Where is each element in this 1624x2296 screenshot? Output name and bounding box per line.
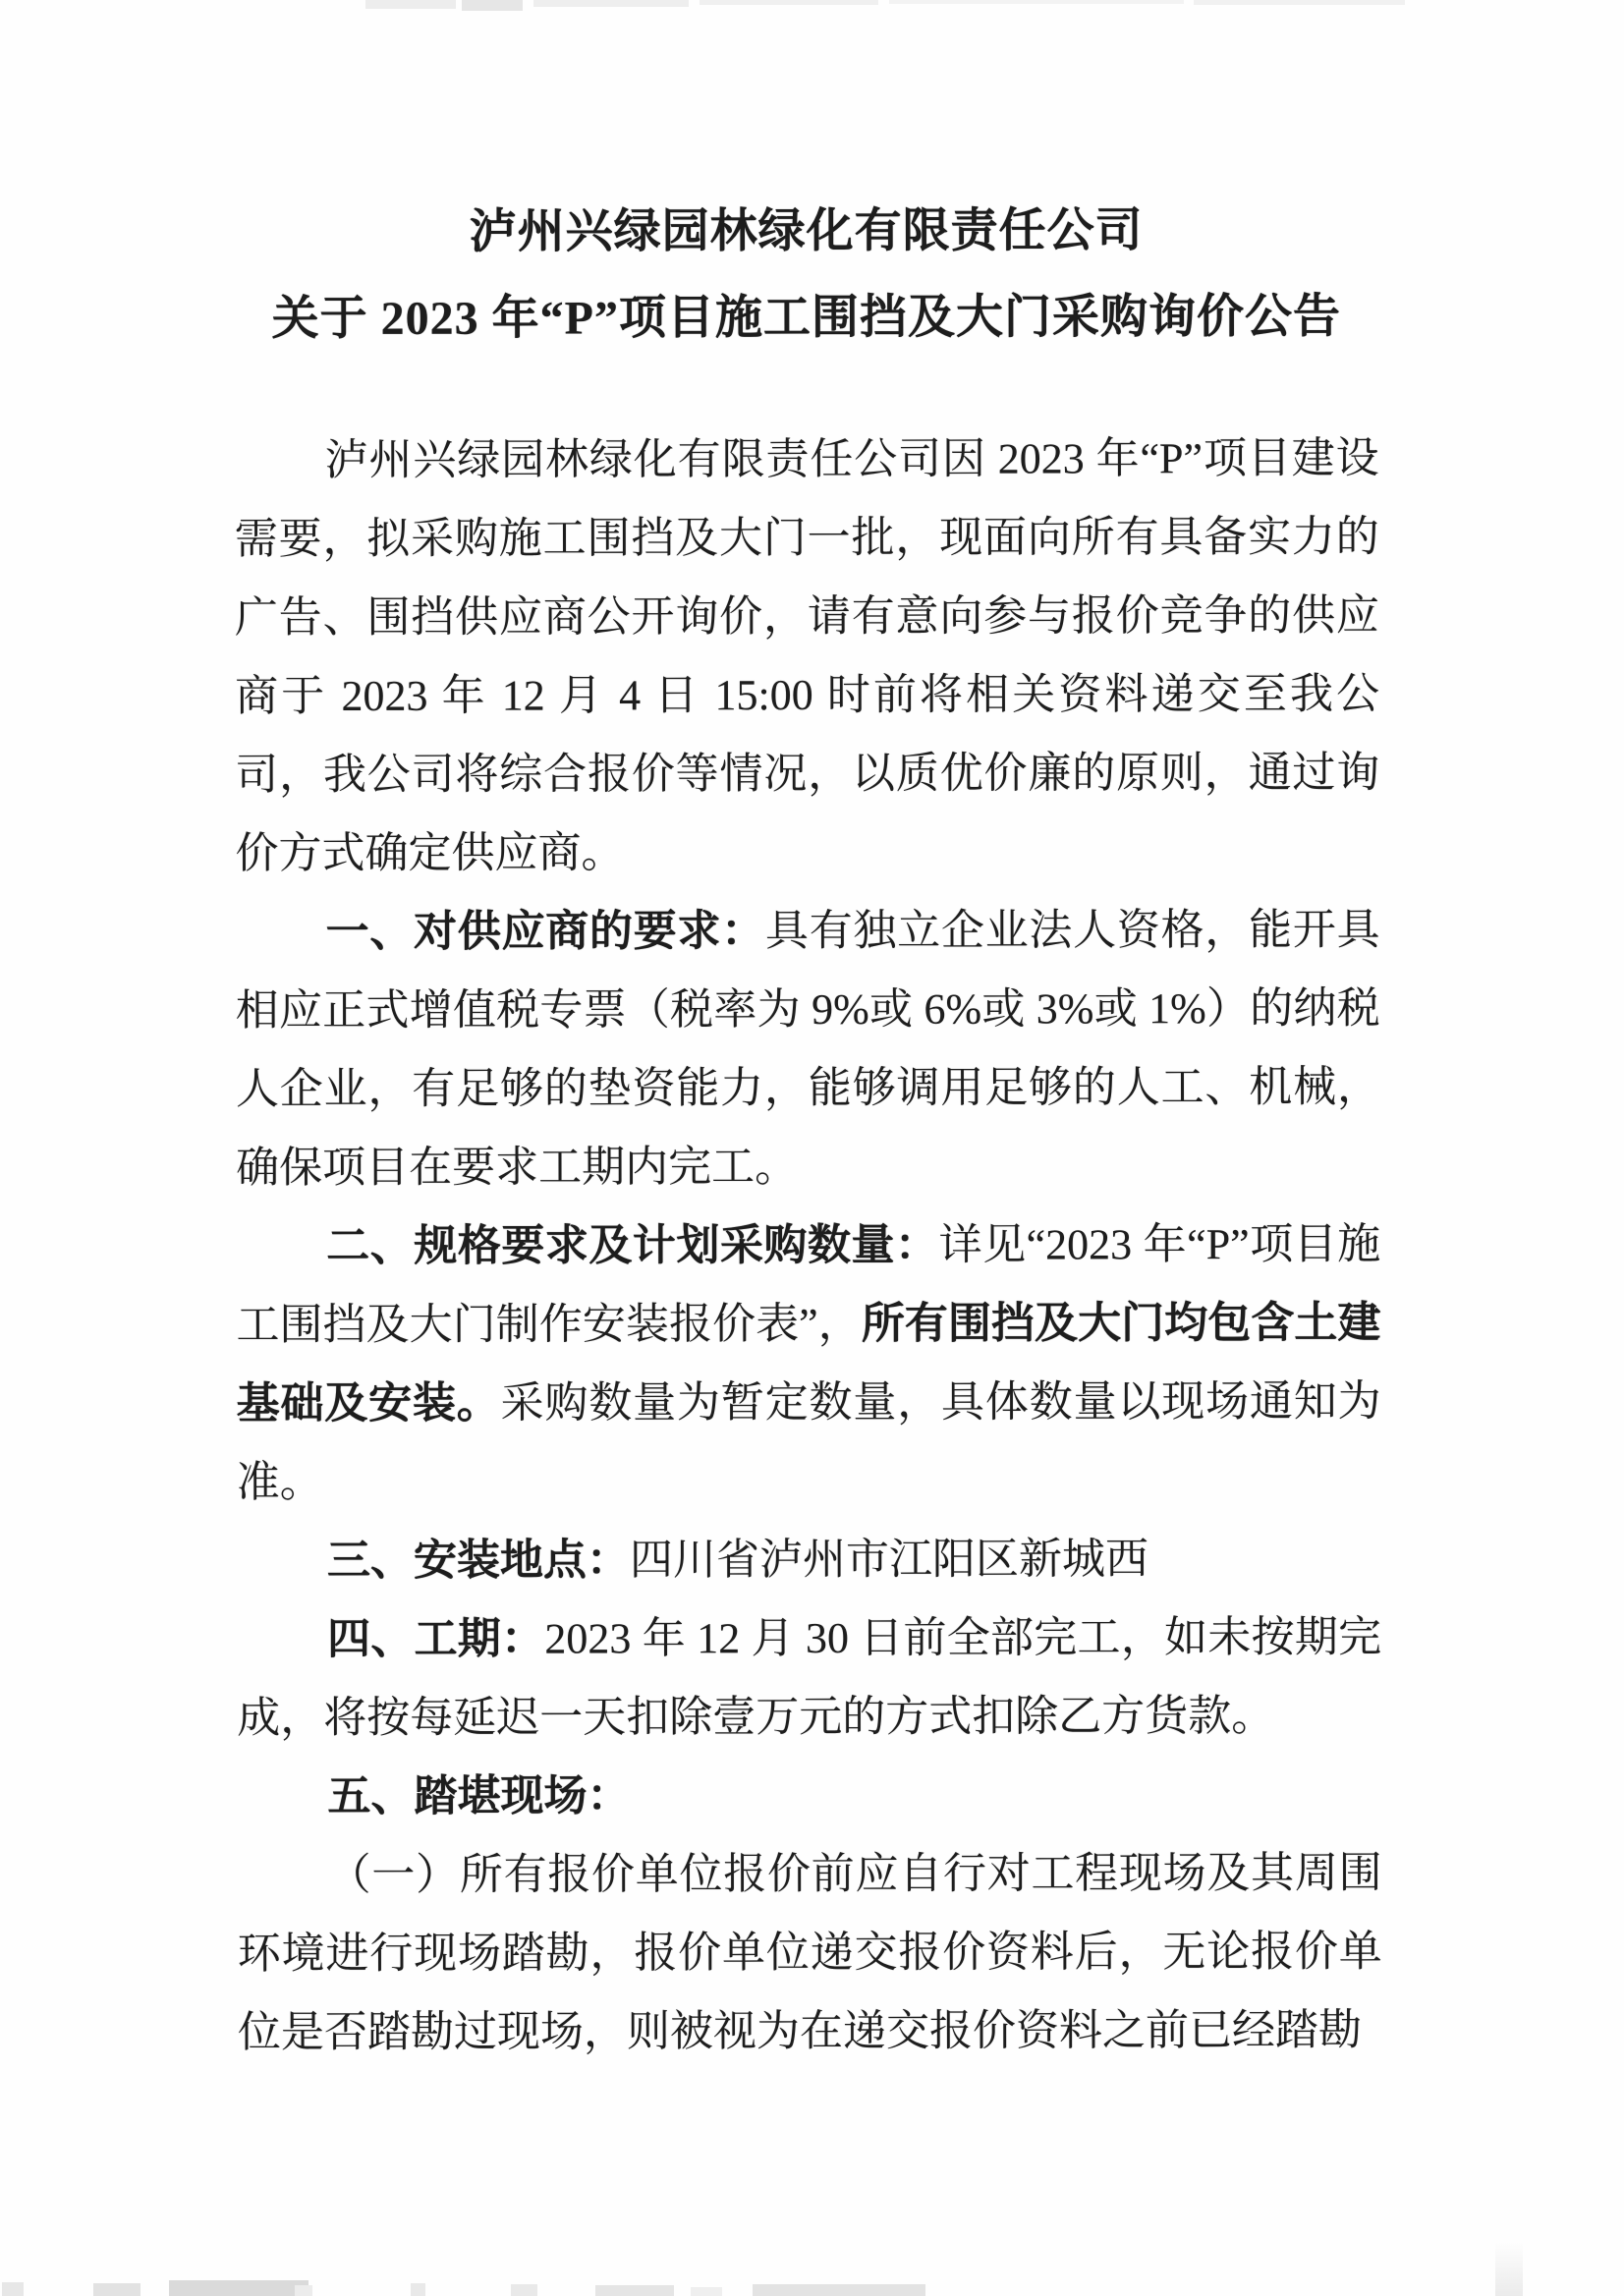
scan-artifact <box>365 0 456 9</box>
scan-artifact <box>2 2282 24 2296</box>
bold-text-run: 三、安装地点： <box>326 1536 630 1586</box>
text-run: 详见“2023 年“P”项目施工围挡及大门制作安装报价表”， <box>236 1219 1381 1350</box>
bold-text-run: 一、对供应商的要求： <box>325 907 766 957</box>
scan-artifact <box>595 2285 674 2296</box>
intro-paragraph <box>234 420 1379 893</box>
bold-text-run: 四、工期： <box>327 1614 545 1664</box>
document-body <box>234 420 1382 2072</box>
section-2-specifications-quantity <box>236 1205 1381 1522</box>
scan-artifact <box>295 2285 312 2296</box>
text-run: 泸州兴绿园林绿化有限责任公司因 2023 年“P”项目建设需要，拟采购施工围挡及大门一批，现面向所有具备实力的广告、围挡供应商公开询价，请有意向参与报价竞争的供应商于 2023 年 12 月 4 日 15:00 时前将相关资料递交至我公司，我公司将综合报价等情况，以质优价廉的原则，通过询价方式确定供应商。 <box>234 433 1380 878</box>
document-title-line1: 泸州兴绿园林绿化有限责任公司 <box>469 204 1144 258</box>
bold-text-run: 所有围挡及大门均包含土建基础及安装。 <box>236 1298 1381 1428</box>
scan-artifact <box>889 0 1184 4</box>
scan-artifact <box>533 0 689 7</box>
scan-artifact <box>93 2283 140 2296</box>
scan-artifact <box>511 2284 537 2296</box>
text-run: 2023 年 12 月 30 日前全部完工，如未按期完成，将按每延迟一天扣除壹万元的方式扣除乙方货款。 <box>237 1612 1382 1743</box>
bold-text-run: 二、规格要求及计划采购数量： <box>326 1220 939 1271</box>
text-run: 采购数量为暂定数量，具体数量以现场通知为准。 <box>236 1376 1381 1507</box>
scan-artifact <box>462 0 523 11</box>
scan-artifact <box>700 0 878 5</box>
section-5-site-visit-heading <box>237 1756 1381 1836</box>
section-4-construction-period <box>237 1598 1381 1758</box>
section-5-item-1 <box>238 1834 1383 2072</box>
document-title-line2: 关于 2023 年“P”项目施工围挡及大门采购询价公告 <box>271 290 1341 346</box>
bold-text-run: 五、踏堪现场： <box>327 1771 631 1821</box>
text-run: （一）所有报价单位报价前应自行对工程现场及其周围环境进行现场踏勘，报价单位递交报价资料后，无论报价单位是否踏勘过现场，则被视为在递交报价资料之前已经踏勘 <box>237 1848 1382 2057</box>
scan-artifact <box>169 2280 308 2296</box>
text-run: 四川省泸州市江阳区新城西 <box>629 1535 1148 1585</box>
section-3-installation-location <box>237 1520 1381 1600</box>
scan-artifact <box>753 2284 925 2296</box>
text-run: 具有独立企业法人资格，能开具相应正式增值税专票（税率为 9%或 6%或 3%或 1%）的纳税人企业，有足够的垫资能力，能够调用足够的人工、机械，确保项目在要求工期内完工。 <box>235 905 1380 1193</box>
section-1-supplier-requirements <box>235 891 1380 1207</box>
scan-artifact <box>411 2283 425 2296</box>
scan-artifact <box>1194 0 1405 5</box>
scan-artifact <box>1495 2242 1523 2296</box>
scan-artifact <box>691 2287 722 2296</box>
document-content <box>234 188 1382 2072</box>
